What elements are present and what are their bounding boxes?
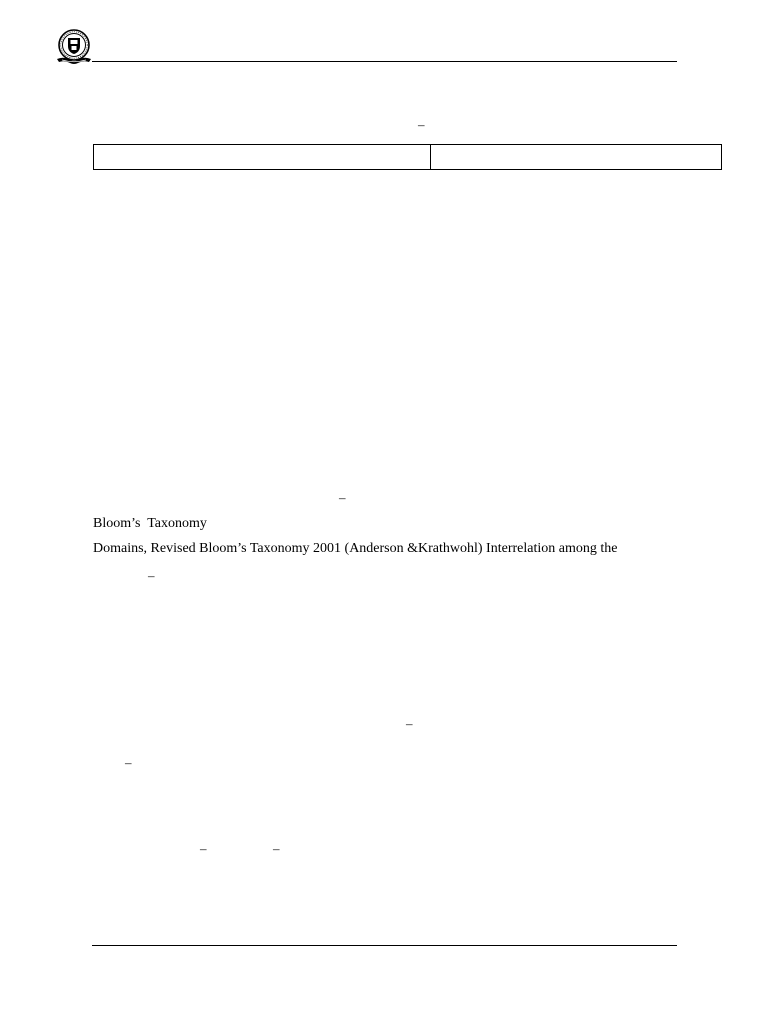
dash-mark: – xyxy=(148,568,155,583)
university-seal-icon xyxy=(54,28,94,68)
dash-mark: – xyxy=(339,490,346,505)
dash-mark: – xyxy=(200,841,207,856)
footer-rule xyxy=(92,945,677,946)
header-rule xyxy=(92,61,677,62)
dash-mark: – xyxy=(273,841,280,856)
dash-mark: – xyxy=(418,117,425,132)
body-line-blooms-taxonomy: Bloom’s Taxonomy xyxy=(93,516,207,531)
empty-table xyxy=(93,144,722,170)
table-cell xyxy=(431,145,722,170)
table-row xyxy=(94,145,722,170)
dash-mark: – xyxy=(125,755,132,770)
dash-mark: – xyxy=(406,716,413,731)
body-line-domains: Domains, Revised Bloom’s Taxonomy 2001 (Anderson &Krathwohl) Interrelation among the xyxy=(93,541,618,556)
table-cell xyxy=(94,145,431,170)
